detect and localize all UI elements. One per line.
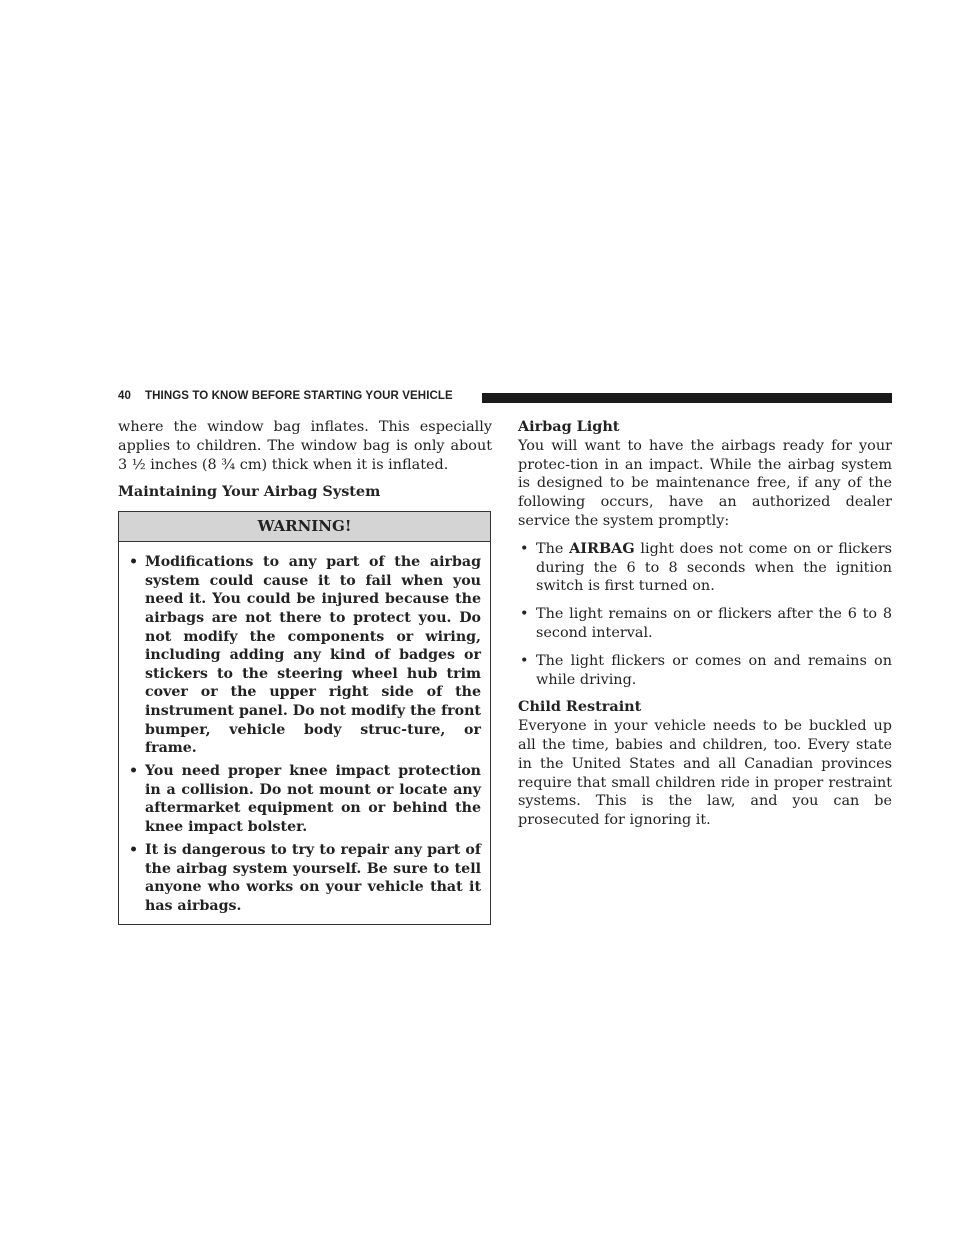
bullet-icon: •: [520, 540, 529, 557]
warning-item: [129, 841, 481, 915]
list-item-text: light does not come on or flickers during the 6 to 8 seconds when the ignition switch is first turned on.: [536, 540, 892, 595]
warning-item-text: It is dangerous to try to repair any part of the airbag system yourself. Be sure to tell anyone who works on your vehicle that it has airbags.: [145, 842, 481, 914]
warning-item: [129, 553, 481, 758]
page-number: 40: [118, 390, 131, 402]
warning-item-text: You need proper knee impact protection in a collision. Do not mount or locate any aftermarket equipment on or behind the knee impact bolster.: [145, 763, 481, 835]
warning-item: [129, 762, 481, 836]
bullet-icon: •: [129, 842, 139, 859]
bullet-icon: •: [129, 763, 139, 780]
list-item: [518, 605, 892, 643]
section-title: THINGS TO KNOW BEFORE STARTING YOUR VEHICLE: [145, 390, 453, 402]
bullet-icon: •: [129, 554, 139, 571]
bullet-icon: •: [520, 606, 529, 623]
airbag-light-paragraph: You will want to have the airbags ready for your protec-tion in an impact. While the airbag system is designed to be maintenance free, if any of the following occurs, have an authorized dealer service the system promptly:: [518, 437, 892, 529]
right-column: [518, 418, 892, 830]
bullet-icon: •: [520, 652, 529, 669]
list-item: [518, 540, 892, 596]
child-restraint-heading: Child Restraint: [518, 698, 642, 716]
airbag-light-heading: Airbag Light: [518, 418, 620, 435]
airbag-term: AIRBAG: [569, 539, 635, 557]
warning-item-text: Modifications to any part of the airbag system could cause it to fail when you need it. You could be injured because the airbags are not there to protect you. Do not modify the components or wiring, including adding any kind of badges or stickers to the steering wheel hub trim cover or the upper right side of the instrument panel. Do not modify the front bumper, vehicle body struc-ture, or frame.: [145, 554, 481, 757]
airbag-light-list: [518, 540, 892, 690]
warning-title: WARNING!: [119, 512, 490, 542]
list-item-text: The: [536, 540, 570, 557]
warning-list: [119, 542, 490, 924]
list-item-text: The light remains on or flickers after the 6 to 8 second interval.: [536, 606, 892, 641]
page-header: [118, 388, 892, 408]
left-column: [118, 418, 492, 925]
warning-box: [118, 511, 491, 925]
intro-paragraph: where the window bag inflates. This especially applies to children. The window bag is only about 3 ½ inches (8 ¾ cm) thick when it is inflated.: [118, 419, 492, 473]
header-rule-bar: [482, 393, 892, 403]
maintaining-airbag-heading: Maintaining Your Airbag System: [118, 483, 381, 501]
list-item: [518, 652, 892, 690]
list-item-text: The light flickers or comes on and remains on while driving.: [536, 652, 892, 688]
child-restraint-paragraph: Everyone in your vehicle needs to be buckled up all the time, babies and children, too. Every state in the United States and all Canadian provinces require that small children ride in proper restraint systems. This is the law, and you can be prosecuted for ignoring it.: [518, 718, 892, 829]
